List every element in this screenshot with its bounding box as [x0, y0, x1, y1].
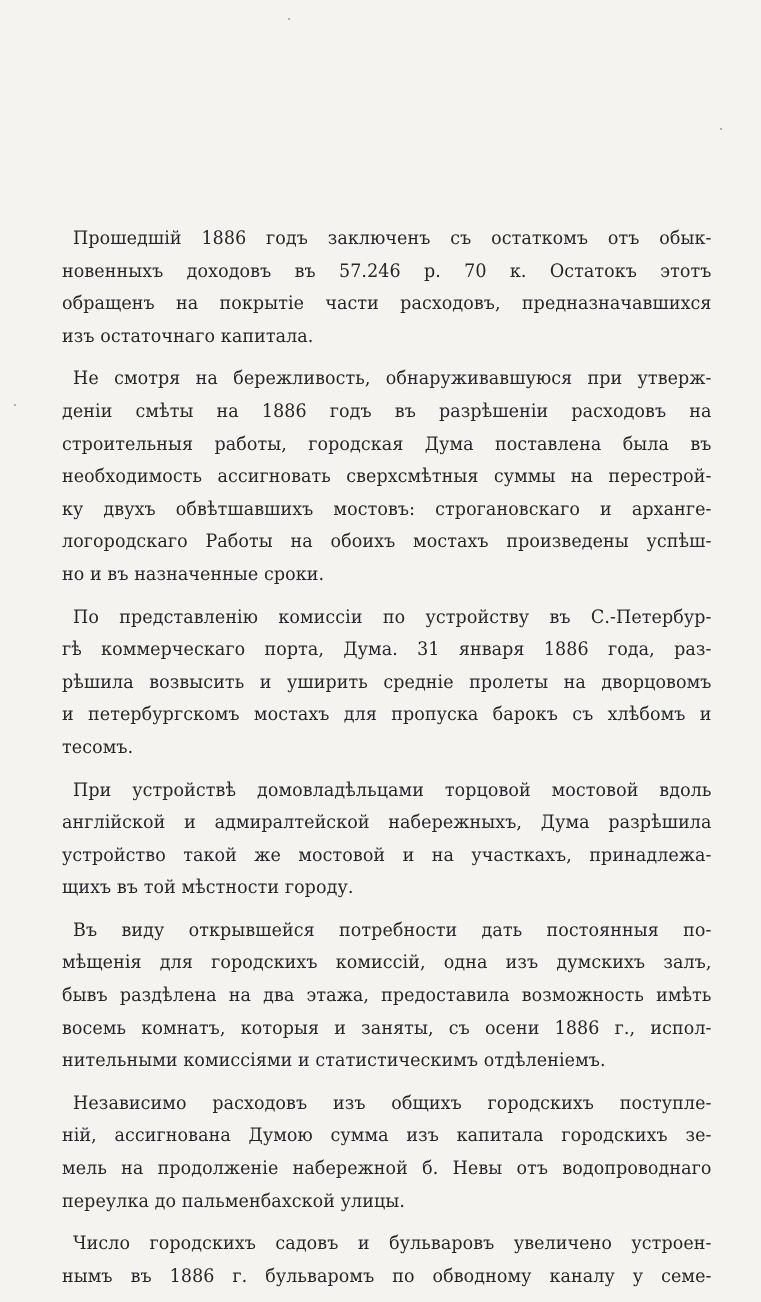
paragraph-1 [62, 222, 712, 352]
text-line: новенныхъ доходовъ въ 57.246 р. 70 к. Остатокъ этотъ [62, 259, 712, 282]
text-line: нымъ въ 1886 г. бульваромъ по обводному каналу у семе- [62, 1264, 712, 1287]
text-line: тесомъ. [62, 735, 134, 758]
text-line: щихъ въ той мѣстности городу. [62, 876, 354, 899]
text-line: деніи смѣты на 1886 годъ въ разрѣшеніи расходовъ на [62, 399, 712, 422]
text-line: устройство такой же мостовой и на участкахъ, принадлежа- [62, 843, 712, 866]
text-line: Независимо расходовъ изъ общихъ городскихъ поступле- [73, 1091, 712, 1114]
paragraph-2 [62, 362, 712, 590]
text-line: строительныя работы, городская Дума поставлена была въ [62, 432, 712, 455]
paragraph-7 [62, 1227, 712, 1292]
paper-speck [720, 128, 722, 130]
text-line: и петербургскомъ мостахъ для пропуска барокъ съ хлѣбомъ и [62, 703, 712, 726]
paragraph-4 [62, 774, 712, 904]
paper-speck [14, 404, 16, 406]
body-text [62, 222, 712, 1302]
text-line: гѣ коммерческаго порта, Дума. 31 января 1886 года, раз- [62, 638, 712, 661]
text-line: Число городскихъ садовъ и бульваровъ увеличено устроен- [73, 1232, 712, 1255]
text-line: При устройствѣ домовладѣльцами торцовой мостовой вдоль [73, 778, 712, 801]
text-line: необходимость ассигновать сверхсмѣтныя суммы на перестрой- [62, 465, 712, 488]
paragraph-6 [62, 1087, 712, 1217]
text-line: Прошедшій 1886 годъ заключенъ съ остаткомъ отъ обык- [73, 227, 712, 249]
text-line: обращенъ на покрытіе части расходовъ, предназначавшихся [62, 292, 712, 315]
text-line: Въ виду открывшейся потребности дать постоянныя по- [73, 918, 712, 941]
text-line: нительными комиссіями и статистическимъ отдѣленіемъ. [62, 1049, 606, 1072]
text-line: переулка до пальменбахской улицы. [62, 1189, 405, 1212]
text-line: ку двухъ обвѣтшавшихъ мостовъ: строгановскаго и арханге- [62, 497, 712, 520]
text-line: англійской и адмиралтейской набережныхъ, Дума разрѣшила [62, 811, 712, 834]
text-line: бывъ раздѣлена на два этажа, предоставила возможность имѣть [62, 984, 712, 1007]
text-line: изъ остаточнаго капитала. [62, 324, 314, 347]
text-line: восемь комнатъ, которыя и заняты, съ осени 1886 г., испол- [62, 1016, 712, 1039]
text-line: ній, ассигнована Думою сумма изъ капитала городскихъ зе- [62, 1124, 712, 1147]
text-line: но и въ назначенные сроки. [62, 562, 325, 585]
text-line: По представленію комиссіи по устройству въ С.-Петербур- [73, 605, 712, 628]
text-line: мѣщенія для городскихъ комиссій, одна изъ думскихъ залъ, [62, 951, 712, 974]
text-line: мель на продолженіе набережной б. Невы отъ водопроводнаго [62, 1157, 712, 1180]
paragraph-3 [62, 601, 712, 764]
text-line: логородскаго Работы на обоихъ мостахъ произведены успѣш- [62, 530, 712, 553]
paper-speck [288, 18, 290, 20]
text-line: Не смотря на бережливость, обнаруживавшуюся при утверж- [73, 367, 712, 390]
text-line: рѣшила возвысить и уширить средніе пролеты на дворцовомъ [62, 670, 712, 693]
paragraph-5 [62, 914, 712, 1077]
